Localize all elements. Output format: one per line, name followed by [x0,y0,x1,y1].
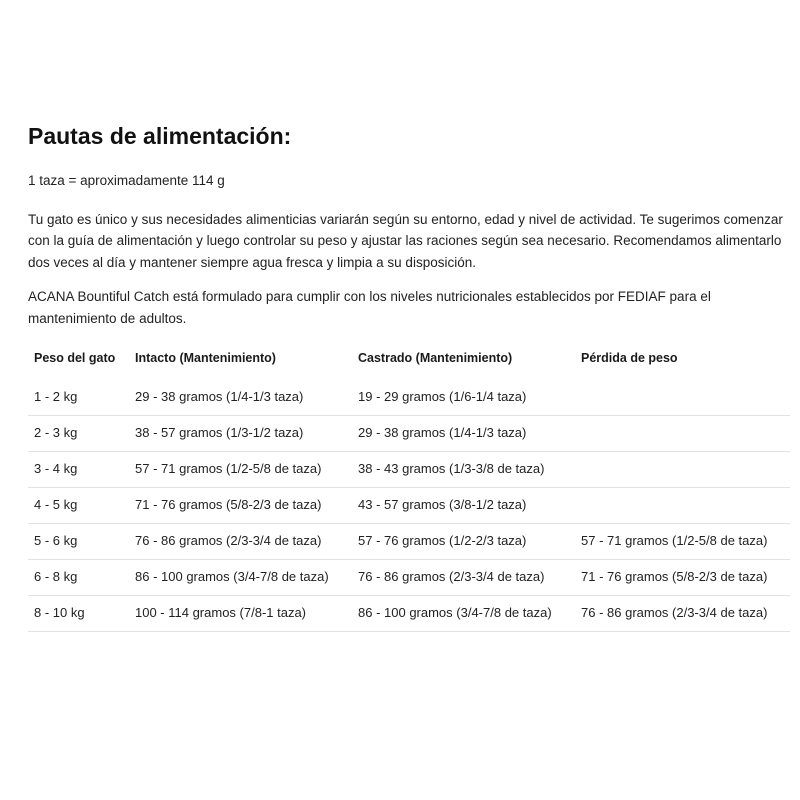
table-row [28,488,790,524]
table-header-row [28,347,790,380]
table-row [28,596,790,632]
table-row [28,416,790,452]
cell-weight-loss: 76 - 86 gramos (2/3-3/4 de taza) [581,605,768,620]
cell-intact: 38 - 57 gramos (1/3-1/2 taza) [135,425,304,440]
table-row [28,524,790,560]
cell-intact: 76 - 86 gramos (2/3-3/4 de taza) [135,533,322,548]
feeding-guidelines-section [28,120,790,632]
cell-weight: 5 - 6 kg [34,533,78,548]
table-row [28,380,790,416]
feeding-description-paragraph: Tu gato es único y sus necesidades alimenticias variarán según su entorno, edad y nivel de actividad. Te sugerimos comenzar con la guía de alimentación y luego controlar su peso y ajustar las raciones según sea necesario. Recomendamos alimentarlo dos veces al día y mantener siempre agua fresca y limpia a su disposición. [28,211,783,270]
cell-neutered: 19 - 29 gramos (1/6-1/4 taza) [358,389,527,404]
cell-intact: 100 - 114 gramos (7/8-1 taza) [135,605,307,620]
feeding-table [28,347,790,632]
table-row [28,560,790,596]
cell-weight: 2 - 3 kg [34,425,78,440]
cell-weight: 1 - 2 kg [34,389,78,404]
cell-intact: 29 - 38 gramos (1/4-1/3 taza) [135,389,304,404]
cell-weight-loss [575,380,790,416]
cell-neutered: 76 - 86 gramos (2/3-3/4 de taza) [358,569,545,584]
cell-weight: 3 - 4 kg [34,461,78,476]
fediaf-compliance-paragraph: ACANA Bountiful Catch está formulado para cumplir con los niveles nutricionales establecidos por FEDIAF para el mantenimiento de adultos. [28,289,711,326]
cell-weight-loss [575,416,790,452]
cell-neutered: 38 - 43 gramos (1/3-3/8 de taza) [358,461,545,476]
cell-neutered: 29 - 38 gramos (1/4-1/3 taza) [358,425,527,440]
header-intact: Intacto (Mantenimiento) [135,351,276,365]
cell-neutered: 86 - 100 gramos (3/4-7/8 de taza) [358,605,552,620]
cell-neutered: 57 - 76 gramos (1/2-2/3 taza) [358,533,527,548]
cell-intact: 57 - 71 gramos (1/2-5/8 de taza) [135,461,322,476]
cell-intact: 71 - 76 gramos (5/8-2/3 de taza) [135,497,322,512]
cell-weight-loss: 71 - 76 gramos (5/8-2/3 de taza) [581,569,768,584]
header-cat-weight: Peso del gato [34,351,116,365]
cell-weight: 8 - 10 kg [34,605,85,620]
cell-intact: 86 - 100 gramos (3/4-7/8 de taza) [135,569,329,584]
page-title: Pautas de alimentación: [28,123,292,149]
cell-weight: 6 - 8 kg [34,569,78,584]
table-row [28,452,790,488]
header-weight-loss: Pérdida de peso [581,351,678,365]
cell-weight-loss [575,488,790,524]
cup-conversion-note: 1 taza = aproximadamente 114 g [28,173,225,188]
cell-weight-loss [575,452,790,488]
header-neutered: Castrado (Mantenimiento) [358,351,513,365]
cell-weight: 4 - 5 kg [34,497,78,512]
cell-weight-loss: 57 - 71 gramos (1/2-5/8 de taza) [581,533,768,548]
cell-neutered: 43 - 57 gramos (3/8-1/2 taza) [358,497,527,512]
